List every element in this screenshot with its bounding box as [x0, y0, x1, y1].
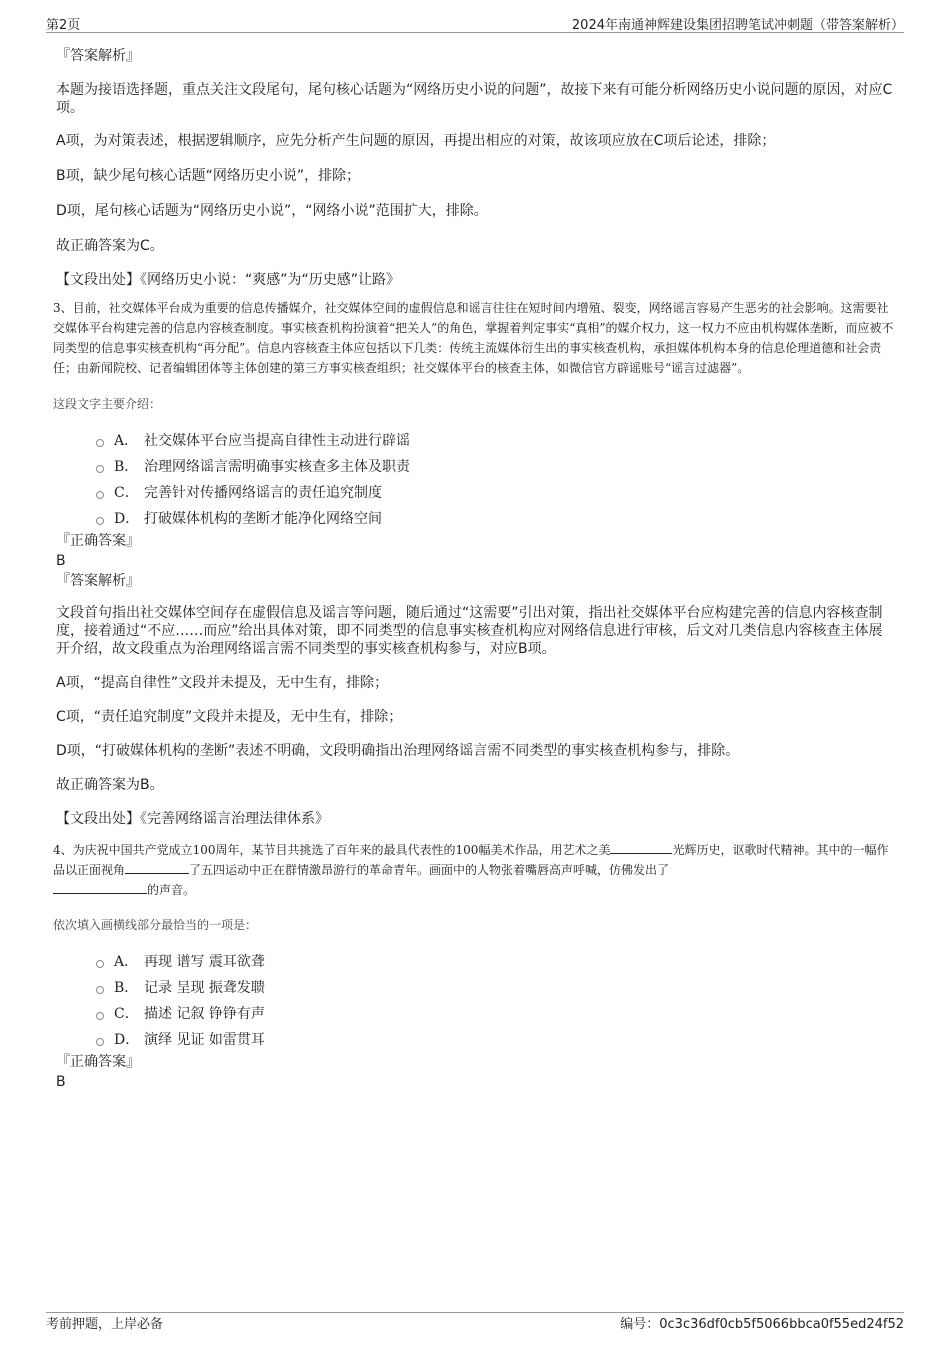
analysis-option-a: A项，为对策表述，根据逻辑顺序，应先分析产生问题的原因，再提出相应的对策，故该项应放在C项后论述，排除；: [56, 133, 776, 149]
option-c[interactable]: C． 完善针对传播网络谣言的责任追究制度: [96, 479, 896, 505]
analysis-option-d: D项，“打破媒体机构的垄断”表述不明确，文段明确指出治理网络谣言需不同类型的事实核查机构参与，排除。: [56, 743, 740, 759]
answer-value: B: [56, 1074, 66, 1090]
passage-source: 【文段出处】《完善网络谣言治理法律体系》: [56, 811, 329, 827]
question-prompt: 这段文字主要介绍：: [53, 397, 162, 411]
analysis-option-c: C项，“责任追究制度”文段并未提及，无中生有，排除；: [56, 709, 403, 725]
analysis-text: 本题为接语选择题，重点关注文段尾句，尾句核心话题为“网络历史小说的问题”，故接下来有可能分析网络历史小说问题的原因，对应C项。: [56, 82, 893, 116]
radio-icon[interactable]: [96, 517, 104, 525]
document-serial: 编号：0c3c36df0cb5f5066bbca0f55ed24f52: [620, 1317, 904, 1332]
page-number: 第2页: [46, 18, 81, 33]
analysis-label: 『答案解析』: [56, 573, 140, 589]
radio-icon[interactable]: [96, 1038, 104, 1046]
analysis-option-a: A项，“提高自律性”文段并未提及，无中生有，排除；: [56, 675, 389, 691]
option-list: [96, 948, 896, 1052]
question-stem: 4、为庆祝中国共产党成立100周年，某节目共挑选了百年来的最具代表性的100幅美术作品，用艺术之美 光辉历史，讴歌时代精神。其中的一幅作品以正面视角 了五四运动中正在群情激昂游行的革命青年。画面中的人物张着嘴唇高声呼喊，仿佛发出了 的声音。: [53, 843, 889, 897]
option-d[interactable]: D． 打破媒体机构的垄断才能净化网络空间: [96, 505, 896, 531]
option-d[interactable]: D． 演绎 见证 如雷贯耳: [96, 1026, 896, 1052]
radio-icon[interactable]: [96, 1012, 104, 1020]
option-b[interactable]: B． 治理网络谣言需明确事实核查多主体及职责: [96, 453, 896, 479]
fill-blank-3: [53, 881, 147, 894]
question-stem: 3、目前，社交媒体平台成为重要的信息传播媒介，社交媒体空间的虚假信息和谣言往往在短时间内增殖、裂变，网络谣言容易产生恶劣的社会影响。这需要社交媒体平台构建完善的信息内容核查制度。事实核查机构扮演着“把关人”的角色，掌握着判定事实“真相”的媒介权力，这一权力不应由机构媒体垄断，而应被不同类型的信息事实核查机构“再分配”。信息内容核查主体应包括以下几类：传统主流媒体衍生出的事实核查机构，承担媒体机构本身的信息伦理道德和社会责任；由新闻院校、记者编辑团体等主体创建的第三方事实核查组织；社交媒体平台的核查主体，如微信官方辟谣账号“谣言过滤器”。: [53, 301, 894, 375]
option-a[interactable]: A． 社交媒体平台应当提高自律性主动进行辟谣: [96, 427, 896, 453]
analysis-conclusion: 故正确答案为C。: [56, 238, 164, 254]
option-list: [96, 427, 896, 531]
passage-source: 【文段出处】《网络历史小说：“爽感”为“历史感”让路》: [56, 272, 401, 288]
question-prompt: 依次填入画横线部分最恰当的一项是：: [53, 918, 258, 932]
option-b[interactable]: B． 记录 呈现 振聋发聩: [96, 974, 896, 1000]
answer-value: B: [56, 553, 66, 569]
analysis-conclusion: 故正确答案为B。: [56, 777, 164, 793]
answer-label: 『正确答案』: [56, 533, 140, 549]
document-body: [53, 44, 896, 1092]
analysis-option-b: B项，缺少尾句核心话题“网络历史小说”，排除；: [56, 168, 361, 184]
fill-blank-1: [610, 841, 672, 854]
option-c[interactable]: C． 描述 记叙 铮铮有声: [96, 1000, 896, 1026]
option-a[interactable]: A． 再现 谱写 震耳欲聋: [96, 948, 896, 974]
analysis-option-d: D项，尾句核心话题为“网络历史小说”，“网络小说”范围扩大，排除。: [56, 203, 488, 219]
answer-label: 『正确答案』: [56, 1054, 140, 1070]
footer-slogan: 考前押题，上岸必备: [46, 1317, 164, 1332]
radio-icon[interactable]: [96, 986, 104, 994]
radio-icon[interactable]: [96, 491, 104, 499]
header-divider: [46, 32, 904, 33]
radio-icon[interactable]: [96, 465, 104, 473]
analysis-text: 文段首句指出社交媒体空间存在虚假信息及谣言等问题，随后通过“这需要”引出对策，指出社交媒体平台应构建完善的信息内容核查制度，接着通过“不应……而应”给出具体对策，即不同类型的信息事实核查机构应对网络信息进行审核，后文对几类信息内容核查主体展开介绍，故文段重点为治理网络谣言需不同类型的事实核查机构参与，对应B项。: [56, 605, 883, 657]
radio-icon[interactable]: [96, 439, 104, 447]
page-header: [0, 0, 950, 34]
document-title: 2024年南通神辉建设集团招聘笔试冲刺题（带答案解析）: [571, 18, 904, 33]
radio-icon[interactable]: [96, 960, 104, 968]
analysis-label: 『答案解析』: [56, 48, 140, 64]
fill-blank-2: [125, 861, 189, 874]
